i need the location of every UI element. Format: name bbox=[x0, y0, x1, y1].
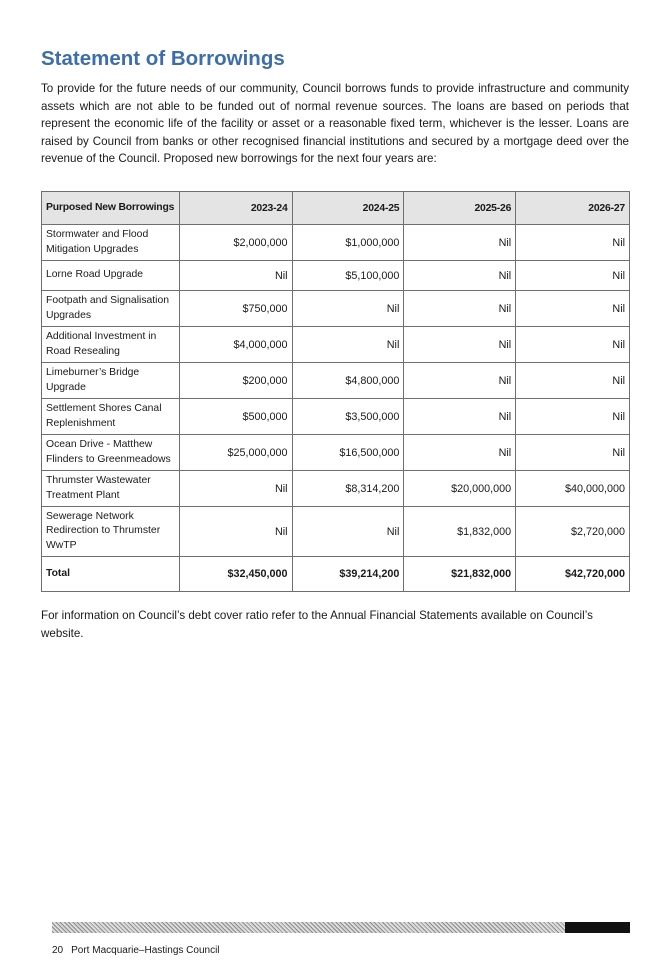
cell-value: Nil bbox=[292, 291, 404, 327]
cell-value: Nil bbox=[404, 363, 516, 399]
table-row bbox=[42, 471, 630, 507]
row-label: Sewerage Network Redirection to Thrumster WwTP bbox=[42, 507, 180, 557]
table-row bbox=[42, 363, 630, 399]
total-value: $32,450,000 bbox=[179, 557, 292, 592]
table-row bbox=[42, 225, 630, 261]
total-label: Total bbox=[42, 557, 180, 592]
cell-value: $200,000 bbox=[179, 363, 292, 399]
footer-organisation: Port Macquarie–Hastings Council bbox=[71, 945, 220, 956]
footer-decorative-band bbox=[52, 922, 630, 933]
cell-value: Nil bbox=[179, 507, 292, 557]
cell-value: Nil bbox=[404, 399, 516, 435]
cell-value: $2,000,000 bbox=[179, 225, 292, 261]
cell-value: Nil bbox=[404, 291, 516, 327]
row-label: Thrumster Wastewater Treatment Plant bbox=[42, 471, 180, 507]
cell-value: Nil bbox=[179, 471, 292, 507]
cell-value: Nil bbox=[516, 399, 630, 435]
row-label: Additional Investment in Road Resealing bbox=[42, 327, 180, 363]
header-2024-25: 2024-25 bbox=[292, 192, 404, 225]
header-2025-26: 2025-26 bbox=[404, 192, 516, 225]
cell-value: Nil bbox=[516, 327, 630, 363]
table-row bbox=[42, 507, 630, 557]
table-row bbox=[42, 327, 630, 363]
cell-value: Nil bbox=[179, 261, 292, 291]
total-value: $42,720,000 bbox=[516, 557, 630, 592]
table-header-row bbox=[42, 192, 630, 225]
row-label: Lorne Road Upgrade bbox=[42, 261, 180, 291]
outro-paragraph: For information on Council’s debt cover ratio refer to the Annual Financial Statements available on Council’s website. bbox=[41, 609, 593, 640]
cell-value: Nil bbox=[516, 261, 630, 291]
row-label: Limeburner’s Bridge Upgrade bbox=[42, 363, 180, 399]
table-row bbox=[42, 399, 630, 435]
cell-value: Nil bbox=[516, 363, 630, 399]
cell-value: $2,720,000 bbox=[516, 507, 630, 557]
cell-value: $16,500,000 bbox=[292, 435, 404, 471]
cell-value: $20,000,000 bbox=[404, 471, 516, 507]
cell-value: $5,100,000 bbox=[292, 261, 404, 291]
cell-value: Nil bbox=[516, 291, 630, 327]
cell-value: $4,800,000 bbox=[292, 363, 404, 399]
cell-value: Nil bbox=[404, 435, 516, 471]
header-description: Purposed New Borrowings bbox=[42, 192, 180, 225]
footer-dark-block bbox=[565, 922, 630, 933]
borrowings-table bbox=[41, 191, 630, 592]
table-row bbox=[42, 291, 630, 327]
row-label: Ocean Drive - Matthew Flinders to Greenmeadows bbox=[42, 435, 180, 471]
total-value: $21,832,000 bbox=[404, 557, 516, 592]
page-title: Statement of Borrowings bbox=[41, 47, 285, 70]
cell-value: Nil bbox=[516, 225, 630, 261]
cell-value: Nil bbox=[292, 327, 404, 363]
cell-value: $750,000 bbox=[179, 291, 292, 327]
row-label: Stormwater and Flood Mitigation Upgrades bbox=[42, 225, 180, 261]
cell-value: $8,314,200 bbox=[292, 471, 404, 507]
cell-value: Nil bbox=[404, 327, 516, 363]
row-label: Settlement Shores Canal Replenishment bbox=[42, 399, 180, 435]
cell-value: Nil bbox=[404, 261, 516, 291]
page-number: 20 bbox=[52, 945, 64, 956]
total-row bbox=[42, 557, 630, 592]
page-footer bbox=[52, 945, 220, 956]
table-row bbox=[42, 435, 630, 471]
row-label: Footpath and Signalisation Upgrades bbox=[42, 291, 180, 327]
table-row bbox=[42, 261, 630, 291]
cell-value: $3,500,000 bbox=[292, 399, 404, 435]
intro-paragraph: To provide for the future needs of our community, Council borrows funds to provide infrastructure and community assets which are not able to be funded out of normal revenue sources. The loans are based on periods that represent the economic life of the facility or asset or a reasonable fixed term, whichever is the lesser. Loans are raised by Council from banks or other recognised financial institutions and secured by a mortgage deed over the revenue of the Council. Proposed new borrowings for the next four years are: bbox=[41, 82, 629, 165]
cell-value: $1,000,000 bbox=[292, 225, 404, 261]
cell-value: Nil bbox=[404, 225, 516, 261]
cell-value: $25,000,000 bbox=[179, 435, 292, 471]
cell-value: Nil bbox=[516, 435, 630, 471]
header-2023-24: 2023-24 bbox=[179, 192, 292, 225]
total-value: $39,214,200 bbox=[292, 557, 404, 592]
cell-value: $1,832,000 bbox=[404, 507, 516, 557]
header-2026-27: 2026-27 bbox=[516, 192, 630, 225]
cell-value: $500,000 bbox=[179, 399, 292, 435]
cell-value: Nil bbox=[292, 507, 404, 557]
cell-value: $40,000,000 bbox=[516, 471, 630, 507]
cell-value: $4,000,000 bbox=[179, 327, 292, 363]
